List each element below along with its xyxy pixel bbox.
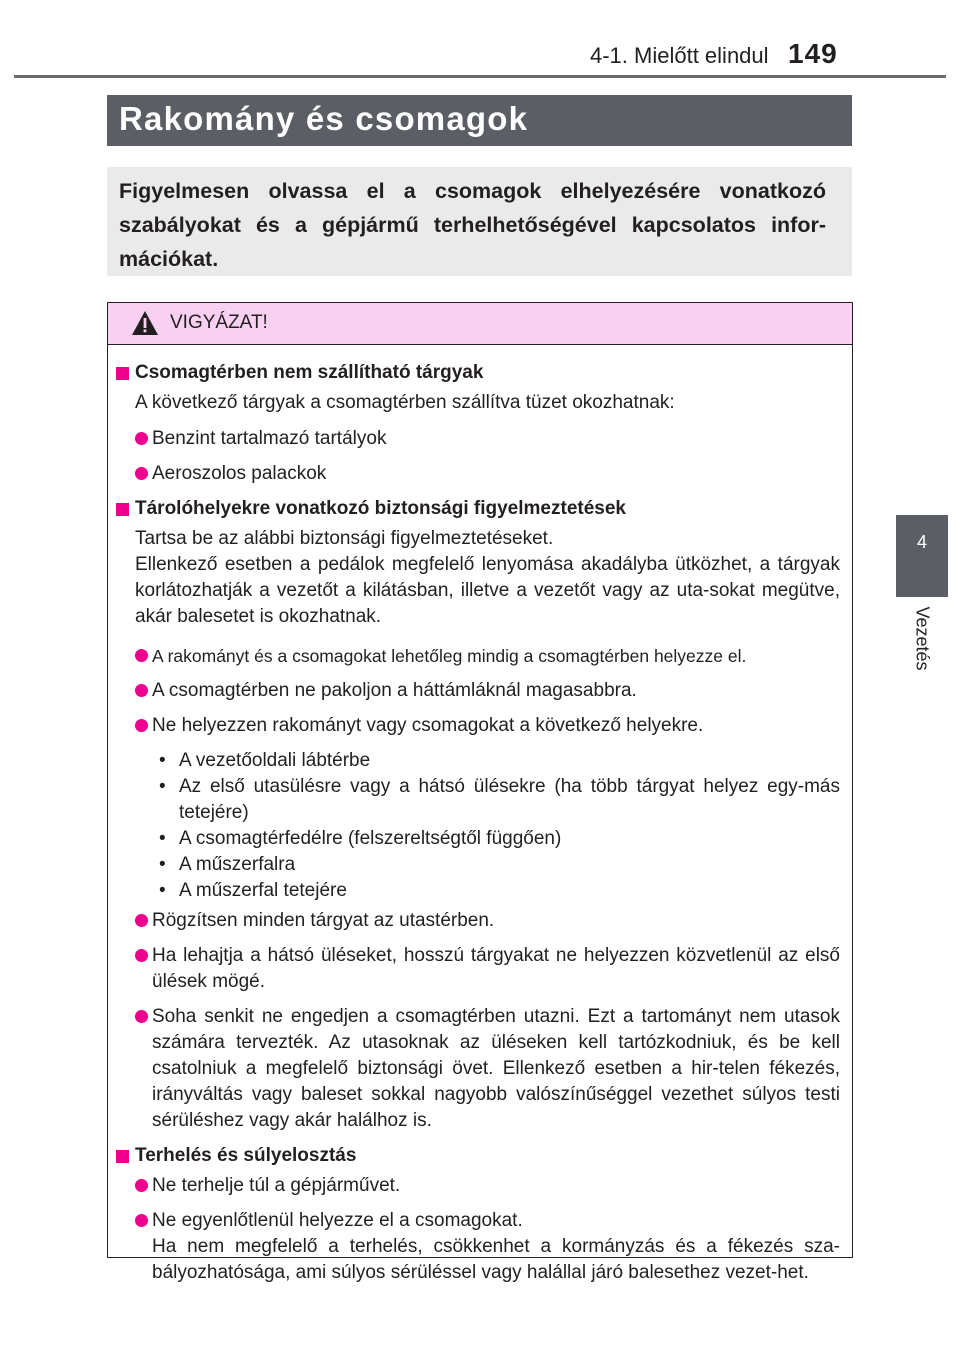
bullet-item: Ne egyenlőtlenül helyezze el a csomagokat.: [116, 1208, 840, 1234]
sub-list-item: • A műszerfalra: [152, 852, 840, 878]
warning-body: [108, 345, 852, 1286]
section-heading: Tárolóhelyekre vonatkozó biztonsági figyelmeztetések: [116, 496, 840, 522]
bullet-item: Ha lehajtja a hátsó üléseket, hosszú tárgyakat ne helyezzen közvetlenül az első ülések mögé.: [116, 943, 840, 995]
header-section-title: 4-1. Mielőtt elindul: [590, 43, 769, 68]
warning-header: [108, 303, 852, 345]
warning-triangle-icon: [131, 310, 159, 336]
bullet-item: Aeroszolos palackok: [116, 461, 840, 487]
bullet-item: Benzint tartalmazó tartályok: [116, 426, 840, 452]
paragraph: Tartsa be az alábbi biztonsági figyelmeztetéseket.: [135, 528, 554, 549]
paragraph: Ha nem megfelelő a terhelés, csökkenhet a kormányzás és a fékezés sza-bályozhatósága, ami súlyos sérüléssel vagy halállal járó balesethez vezet-het.: [152, 1236, 840, 1283]
bullet-item: A rakományt és a csomagokat lehetőleg mindig a csomagtérben helyezze el.: [116, 643, 840, 669]
section-heading: Terhelés és súlyelosztás: [116, 1143, 840, 1169]
sub-list-item: • A vezetőoldali lábtérbe: [152, 748, 840, 774]
intro-text: Figyelmesen olvassa el a csomagok elhelyezésére vonatkozó szabályokat és a gépjármű terhelhetőségével kapcsolatos infor-mációkat.: [107, 167, 852, 276]
page-number: 149: [788, 38, 838, 69]
chapter-number: 4: [916, 532, 927, 552]
chapter-label: Vezetés: [912, 606, 933, 671]
chapter-tab: [896, 515, 948, 597]
bullet-item: Ne helyezzen rakományt vagy csomagokat a következő helyekre.: [116, 713, 840, 739]
page-title: Rakomány és csomagok: [107, 95, 852, 146]
bullet-item: Rögzítsen minden tárgyat az utastérben.: [116, 908, 840, 934]
bullet-item: Soha senkit ne engedjen a csomagtérben utazni. Ezt a tartományt nem utasok számára tervezték. Az utasoknak az üléseken kell tartózkodniuk, és be kell csatolniuk a megfelelő biztonsági övet. Ellenkező esetben a hir-telen fékezés, irányváltás vagy baleset sokkal nagyobb valószínűséggel vezethet súlyos testi sérüléshez vagy akár halálhoz is.: [116, 1004, 840, 1134]
bullet-item: A csomagtérben ne pakoljon a háttámláknál magasabbra.: [116, 678, 840, 704]
sub-list: [116, 748, 840, 904]
section-heading: Csomagtérben nem szállítható tárgyak: [116, 360, 840, 386]
paragraph: Ellenkező esetben a pedálok megfelelő lenyomása akadályba ütközhet, a tárgyak korlátozhatják a vezetőt a kilátásban, illetve a vezetőt vagy az uta-sokat megütve, akár balesetet is okozhatnak.: [135, 554, 840, 627]
sub-list-item: • A csomagtérfedélre (felszereltségtől függően): [152, 826, 840, 852]
paragraph: A következő tárgyak a csomagtérben szállítva tüzet okozhatnak:: [135, 392, 675, 413]
bullet-item: Ne terhelje túl a gépjárművet.: [116, 1173, 840, 1199]
sub-list-item: • Az első utasülésre vagy a hátsó ülésekre (ha több tárgyat helyez egy-más tetejére): [152, 774, 840, 826]
header-rule: [14, 75, 946, 78]
warning-box: [107, 302, 853, 1283]
sub-list-item: • A műszerfal tetejére: [152, 878, 840, 904]
warning-label: VIGYÁZAT!: [170, 312, 268, 333]
